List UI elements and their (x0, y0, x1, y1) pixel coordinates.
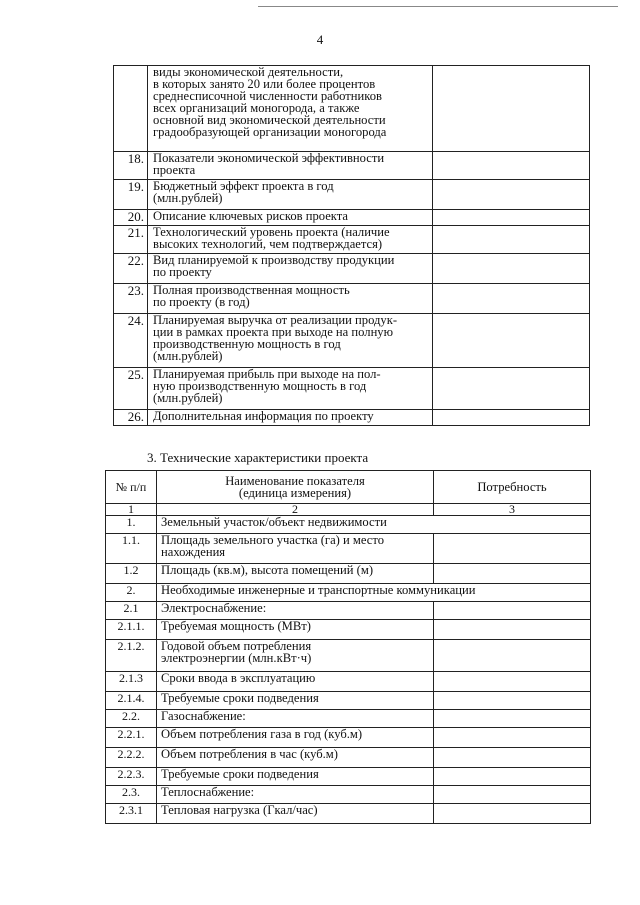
table-header-row (106, 471, 591, 504)
value-cell[interactable] (433, 254, 590, 284)
table-row (114, 368, 590, 410)
value-cell[interactable] (434, 768, 591, 786)
value-cell[interactable] (433, 66, 590, 152)
technical-characteristics-table-body (106, 516, 591, 824)
index-row (106, 504, 591, 516)
value-cell[interactable] (433, 210, 590, 226)
section-title: 3. Технические характеристики проекта (147, 450, 369, 465)
row-label: Требуемая мощность (МВт) (157, 620, 434, 640)
row-number: 2.2.3. (106, 768, 157, 786)
row-label: Сроки ввода в эксплуатацию (157, 672, 434, 692)
row-label: Показатели экономической эффективности проекта (148, 152, 433, 180)
value-cell[interactable] (434, 620, 591, 640)
table-row (106, 804, 591, 824)
row-label: Необходимые инженерные и транспортные коммуникации (157, 584, 591, 602)
row-label: Теплоснабжение: (157, 786, 434, 804)
row-label: Полная производственная мощность по проекту (в год) (148, 284, 433, 314)
row-number: 2.1 (106, 602, 157, 620)
table-row (106, 640, 591, 672)
row-number: 26. (114, 410, 148, 426)
row-label: Бюджетный эффект проекта в год (млн.рублей) (148, 180, 433, 210)
row-number: 2.2.1. (106, 728, 157, 748)
row-label: Описание ключевых рисков проекта (148, 210, 433, 226)
table-row (106, 692, 591, 710)
row-label: Требуемые сроки подведения (157, 692, 434, 710)
value-cell[interactable] (433, 314, 590, 368)
table-row (106, 534, 591, 564)
row-number: 2.2.2. (106, 748, 157, 768)
row-number: 2.2. (106, 710, 157, 728)
table-row (114, 314, 590, 368)
table-row (114, 226, 590, 254)
table-row (114, 284, 590, 314)
row-label: Электроснабжение: (157, 602, 434, 620)
row-number: 21. (114, 226, 148, 254)
row-label: Газоснабжение: (157, 710, 434, 728)
row-number: 19. (114, 180, 148, 210)
value-cell[interactable] (433, 410, 590, 426)
row-label: Годовой объем потребления электроэнергии (млн.кВт·ч) (157, 640, 434, 672)
table-row (106, 728, 591, 748)
row-label: Требуемые сроки подведения (157, 768, 434, 786)
row-label: Площадь (кв.м), высота помещений (м) (157, 564, 434, 584)
row-number: 2.3.1 (106, 804, 157, 824)
value-cell[interactable] (434, 564, 591, 584)
row-label: Объем потребления в час (куб.м) (157, 748, 434, 768)
row-number: 2.1.1. (106, 620, 157, 640)
value-cell[interactable] (434, 640, 591, 672)
value-cell[interactable] (434, 534, 591, 564)
table-row (106, 710, 591, 728)
row-label: виды экономической деятельности, в которых занято 20 или более процентов среднесписочной численности работников всех организаций моногорода, а также основной вид экономической деятельности градообразующей организации моногорода (148, 66, 433, 152)
table-row (106, 620, 591, 640)
row-number (114, 66, 148, 152)
project-info-table (113, 65, 590, 426)
value-cell[interactable] (433, 284, 590, 314)
page-number: 4 (316, 32, 324, 47)
value-cell[interactable] (434, 748, 591, 768)
value-cell[interactable] (434, 728, 591, 748)
table-row (106, 768, 591, 786)
value-cell[interactable] (433, 152, 590, 180)
header-need: Потребность (434, 471, 591, 504)
table-row (106, 602, 591, 620)
row-number: 22. (114, 254, 148, 284)
value-cell[interactable] (434, 786, 591, 804)
row-label: Технологический уровень проекта (наличие высоких технологий, чем подтверждается) (148, 226, 433, 254)
row-number: 23. (114, 284, 148, 314)
table-row (106, 672, 591, 692)
row-number: 20. (114, 210, 148, 226)
index-cell: 1 (106, 504, 157, 516)
row-label: Вид планируемой к производству продукции по проекту (148, 254, 433, 284)
row-label: Площадь земельного участка (га) и место нахождения (157, 534, 434, 564)
table-row (106, 786, 591, 804)
row-label: Планируемая выручка от реализации продук- ции в рамках проекта при выходе на полную производственную мощность в год (млн.рублей) (148, 314, 433, 368)
table-row (114, 180, 590, 210)
row-number: 1. (106, 516, 157, 534)
project-info-table-body (114, 66, 590, 426)
top-rule (258, 6, 618, 7)
row-number: 2.1.3 (106, 672, 157, 692)
row-number: 1.2 (106, 564, 157, 584)
table-row (106, 584, 591, 602)
value-cell[interactable] (434, 804, 591, 824)
technical-characteristics-table (105, 470, 591, 824)
value-cell[interactable] (434, 692, 591, 710)
table-row (106, 748, 591, 768)
table-row (114, 254, 590, 284)
row-number: 2.1.4. (106, 692, 157, 710)
index-cell: 2 (157, 504, 434, 516)
table-row (106, 516, 591, 534)
table-row (106, 564, 591, 584)
row-number: 2.3. (106, 786, 157, 804)
value-cell[interactable] (433, 180, 590, 210)
row-number: 2. (106, 584, 157, 602)
table-row (114, 210, 590, 226)
table-row (114, 410, 590, 426)
row-number: 2.1.2. (106, 640, 157, 672)
header-num: № п/п (106, 471, 157, 504)
row-number: 25. (114, 368, 148, 410)
value-cell[interactable] (434, 672, 591, 692)
row-number: 24. (114, 314, 148, 368)
value-cell[interactable] (434, 602, 591, 620)
row-label: Планируемая прибыль при выходе на пол- ную производственную мощность в год (млн.рублей) (148, 368, 433, 410)
row-label: Дополнительная информация по проекту (148, 410, 433, 426)
header-name-text: Наименование показателя (единица измерения) (225, 474, 365, 500)
value-cell[interactable] (434, 710, 591, 728)
row-number: 1.1. (106, 534, 157, 564)
value-cell[interactable] (433, 368, 590, 410)
table-row (114, 152, 590, 180)
value-cell[interactable] (433, 226, 590, 254)
row-label: Объем потребления газа в год (куб.м) (157, 728, 434, 748)
row-number: 18. (114, 152, 148, 180)
row-label: Земельный участок/объект недвижимости (157, 516, 591, 534)
index-cell: 3 (434, 504, 591, 516)
header-name (157, 471, 434, 504)
table-row (114, 66, 590, 152)
row-label: Тепловая нагрузка (Гкал/час) (157, 804, 434, 824)
